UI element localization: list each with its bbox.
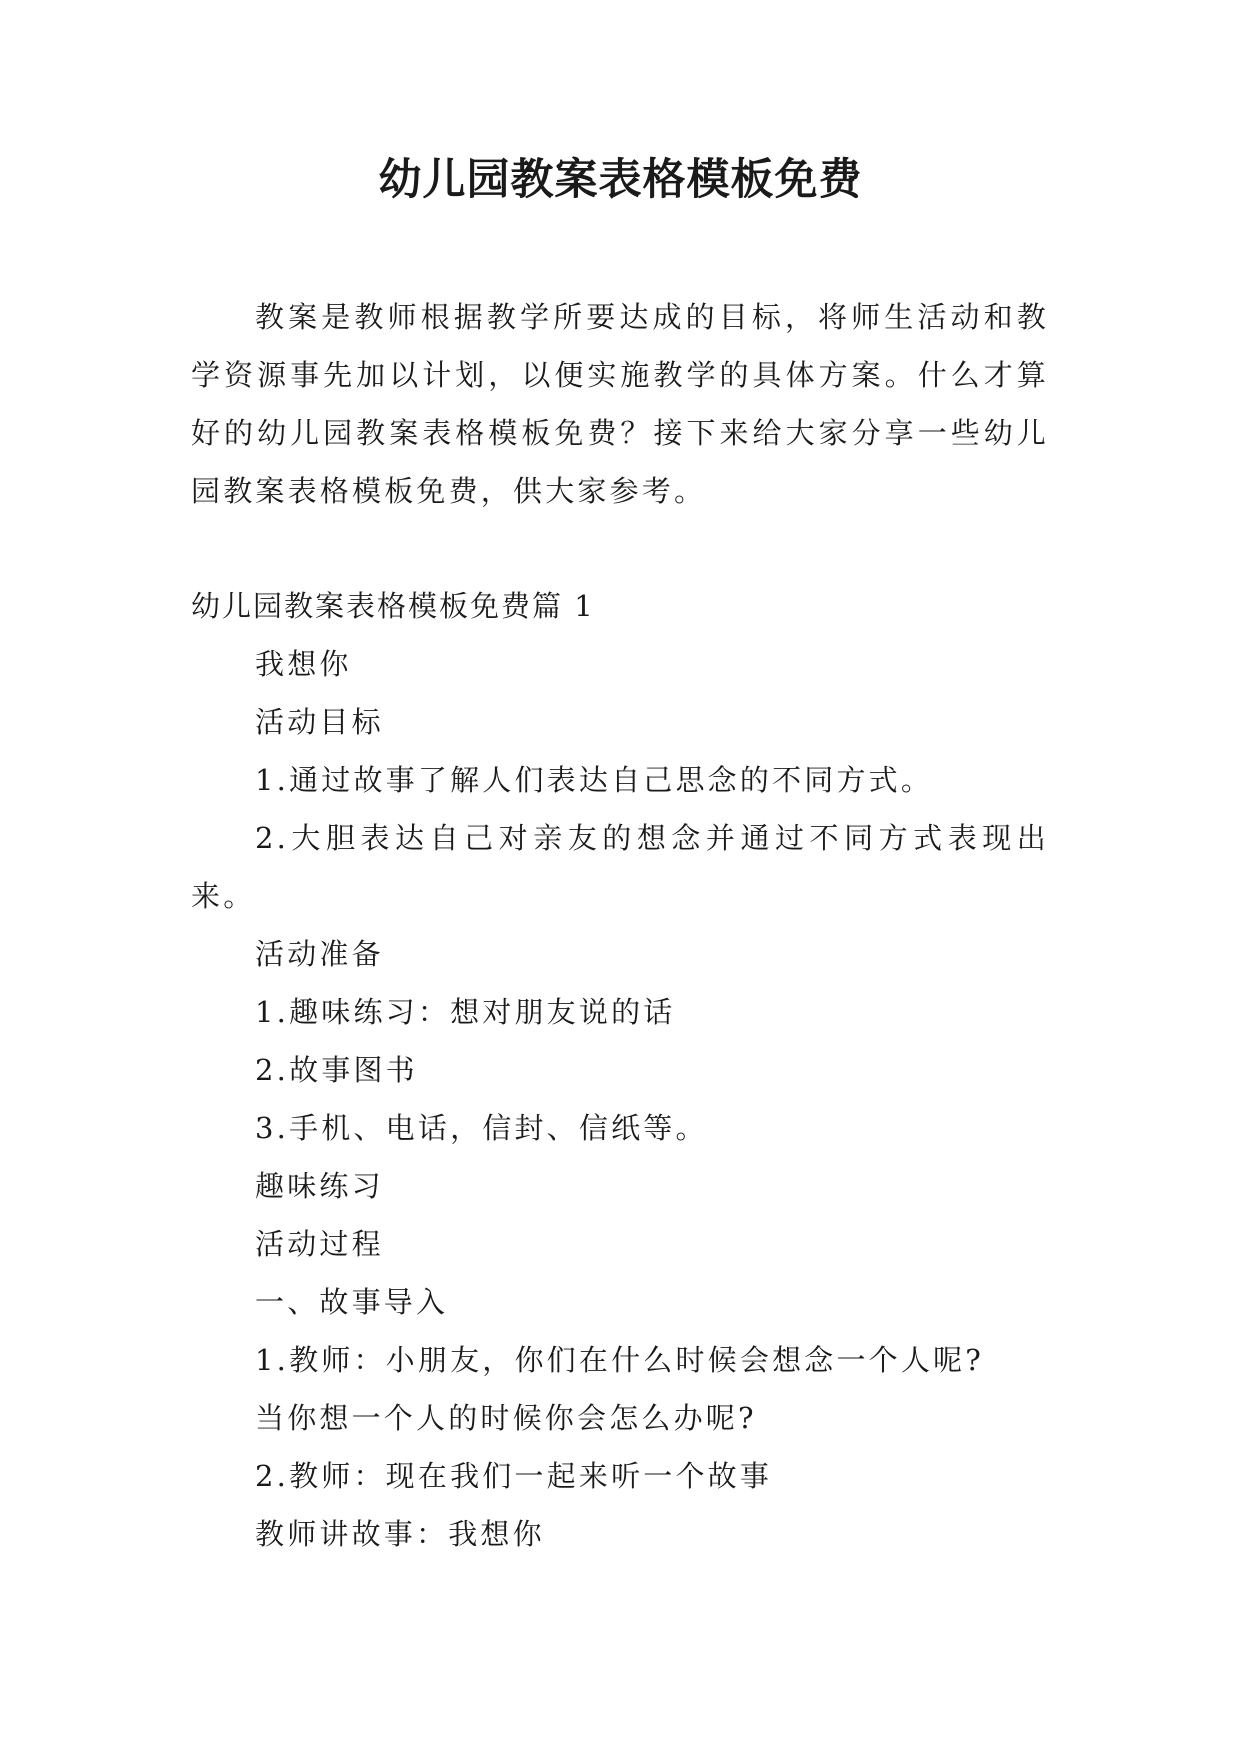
preparation-item: 3.手机、电话，信封、信纸等。 — [255, 1111, 708, 1145]
process-item: 教师讲故事：我想你 — [255, 1517, 545, 1551]
subheading-activity-process: 活动过程 — [255, 1227, 384, 1261]
page-title: 幼儿园教案表格模板免费 — [378, 155, 863, 205]
goal-item: 1.通过故事了解人们表达自己思念的不同方式。 — [255, 763, 934, 797]
process-item: 当你想一个人的时候你会怎么办呢? — [255, 1401, 757, 1435]
process-item: 1.教师：小朋友，你们在什么时候会想念一个人呢? — [255, 1343, 985, 1377]
story-title: 我想你 — [255, 647, 352, 681]
subheading-activity-goals: 活动目标 — [255, 705, 384, 739]
preparation-item: 2.故事图书 — [255, 1053, 418, 1087]
preparation-item: 1.趣味练习：想对朋友说的话 — [255, 995, 676, 1029]
subheading-activity-preparation: 活动准备 — [255, 937, 384, 971]
intro-paragraph: 教案是教师根据教学所要达成的目标，将师生活动和教学资源事先加以计划，以便实施教学的具体方案。什么才算好的幼儿园教案表格模板免费？接下来给大家分享一些幼儿园教案表格模板免费，供大家参考。 — [191, 300, 1049, 508]
body-text — [191, 635, 1049, 1563]
section-heading: 幼儿园教案表格模板免费篇 1 — [191, 589, 595, 623]
goal-item: 2.大胆表达自己对亲友的想念并通过不同方式表现出来。 — [191, 821, 1049, 913]
subheading-fun-practice: 趣味练习 — [255, 1169, 384, 1203]
process-step-heading: 一、故事导入 — [255, 1285, 449, 1319]
process-item: 2.教师：现在我们一起来听一个故事 — [255, 1459, 773, 1493]
